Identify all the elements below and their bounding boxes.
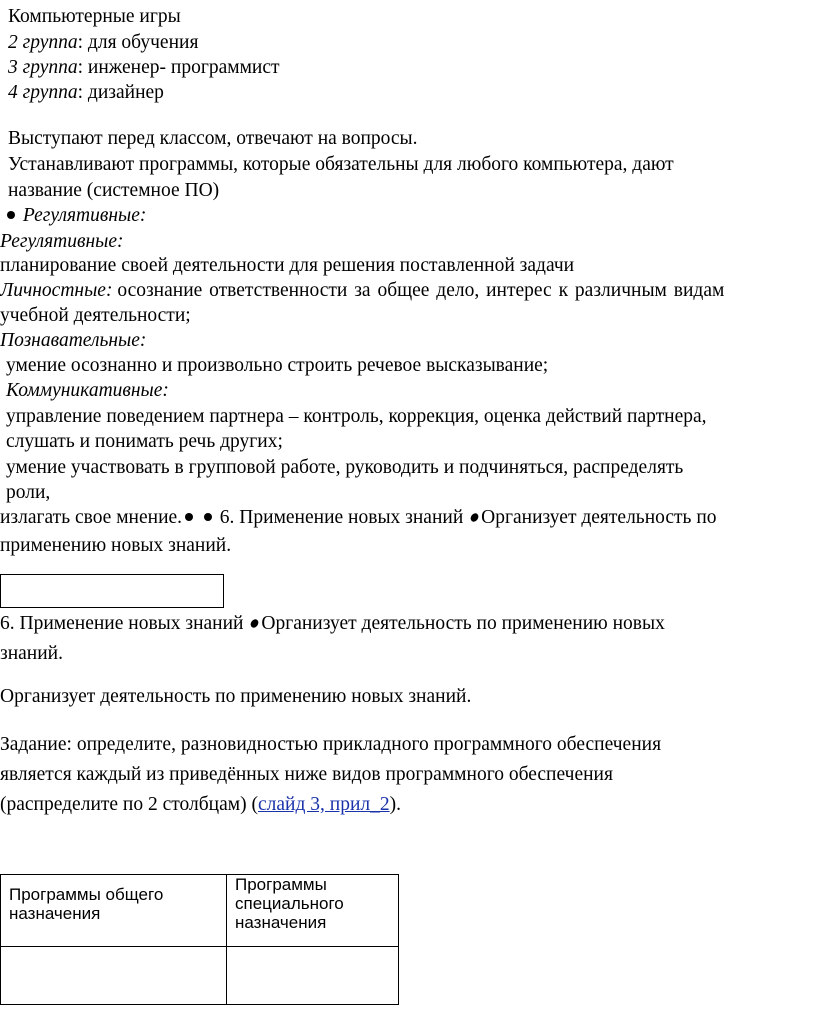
bullet-icon	[469, 511, 480, 522]
group-label: 4 группа	[8, 82, 78, 103]
text-line: роли,	[6, 482, 51, 503]
apply-heading: 6. Применение новых знаний	[219, 507, 464, 528]
table-cell[interactable]	[1, 947, 227, 1005]
table-header-cell: Программы общего назначения	[1, 875, 227, 947]
group-label: 2 группа	[8, 32, 78, 53]
organize-text: Организует деятельность по	[481, 507, 717, 528]
text-line: учебной деятельности;	[0, 305, 191, 326]
text-line: название (системное ПО)	[8, 180, 220, 201]
text-line: планирование своей деятельности для решения поставленной задачи	[0, 255, 575, 276]
text-line: умение участвовать в групповой работе, руководить и подчиняться, распределять	[6, 457, 684, 478]
communicative-heading: Коммуникативные:	[6, 380, 169, 401]
express-text: излагать свое мнение.	[0, 507, 183, 528]
classification-table	[0, 874, 399, 1005]
slide-link[interactable]: слайд 3, прил_2	[257, 794, 390, 815]
personal-line	[0, 278, 816, 304]
text-line: Организует деятельность по применению новых знаний.	[0, 686, 472, 707]
table-row	[1, 875, 399, 947]
text-line: Выступают перед классом, отвечают на вопросы.	[8, 128, 418, 149]
task-text-end: ).	[389, 794, 401, 815]
apply-line	[0, 611, 665, 637]
text-line: Компьютерные игры	[8, 6, 181, 27]
personal-text: осознание ответственности за общее дело, интерес к различным видам	[117, 280, 725, 301]
group-text: : дизайнер	[77, 82, 164, 103]
group-line	[8, 80, 164, 106]
text-line: знаний.	[0, 643, 63, 664]
bullet-icon	[185, 513, 193, 521]
group-text: : инженер- программист	[77, 57, 280, 78]
text-line: применению новых знаний.	[0, 535, 232, 556]
bullet-icon	[249, 617, 260, 628]
group-line	[8, 55, 280, 81]
cognitive-heading: Познавательные:	[0, 330, 147, 351]
bullet-icon	[7, 211, 15, 219]
table-header-cell: Программы специального назначения	[227, 875, 399, 947]
regulative-bullet-label: Регулятивные:	[22, 205, 147, 226]
group-text: : для обучения	[77, 32, 199, 53]
task-text: (распределите по 2 столбцам) (	[0, 794, 258, 815]
personal-label: Личностные:	[0, 280, 113, 301]
task-line: Задание: определите, разновидностью прикладного программного обеспечения	[0, 734, 662, 755]
table-row	[1, 947, 399, 1005]
organize-text: Организует деятельность по применению новых	[261, 613, 665, 634]
group-line	[8, 30, 198, 56]
apply-line	[0, 505, 717, 531]
text-line: слушать и понимать речь других;	[6, 431, 283, 452]
bullet-line	[4, 203, 146, 229]
bullet-icon	[204, 513, 212, 521]
text-line: Устанавливают программы, которые обязательны для любого компьютера, дают	[8, 154, 674, 175]
task-line	[0, 792, 401, 818]
group-label: 3 группа	[8, 57, 78, 78]
apply-heading: 6. Применение новых знаний	[0, 613, 244, 634]
empty-box	[0, 574, 224, 608]
regulative-heading: Регулятивные:	[0, 231, 124, 252]
table-cell[interactable]	[227, 947, 399, 1005]
text-line: управление поведением партнера – контроль, коррекция, оценка действий партнера,	[6, 406, 707, 427]
task-line: является каждый из приведённых ниже видов программного обеспечения	[0, 764, 613, 785]
text-line: умение осознанно и произвольно строить речевое высказывание;	[6, 355, 549, 376]
